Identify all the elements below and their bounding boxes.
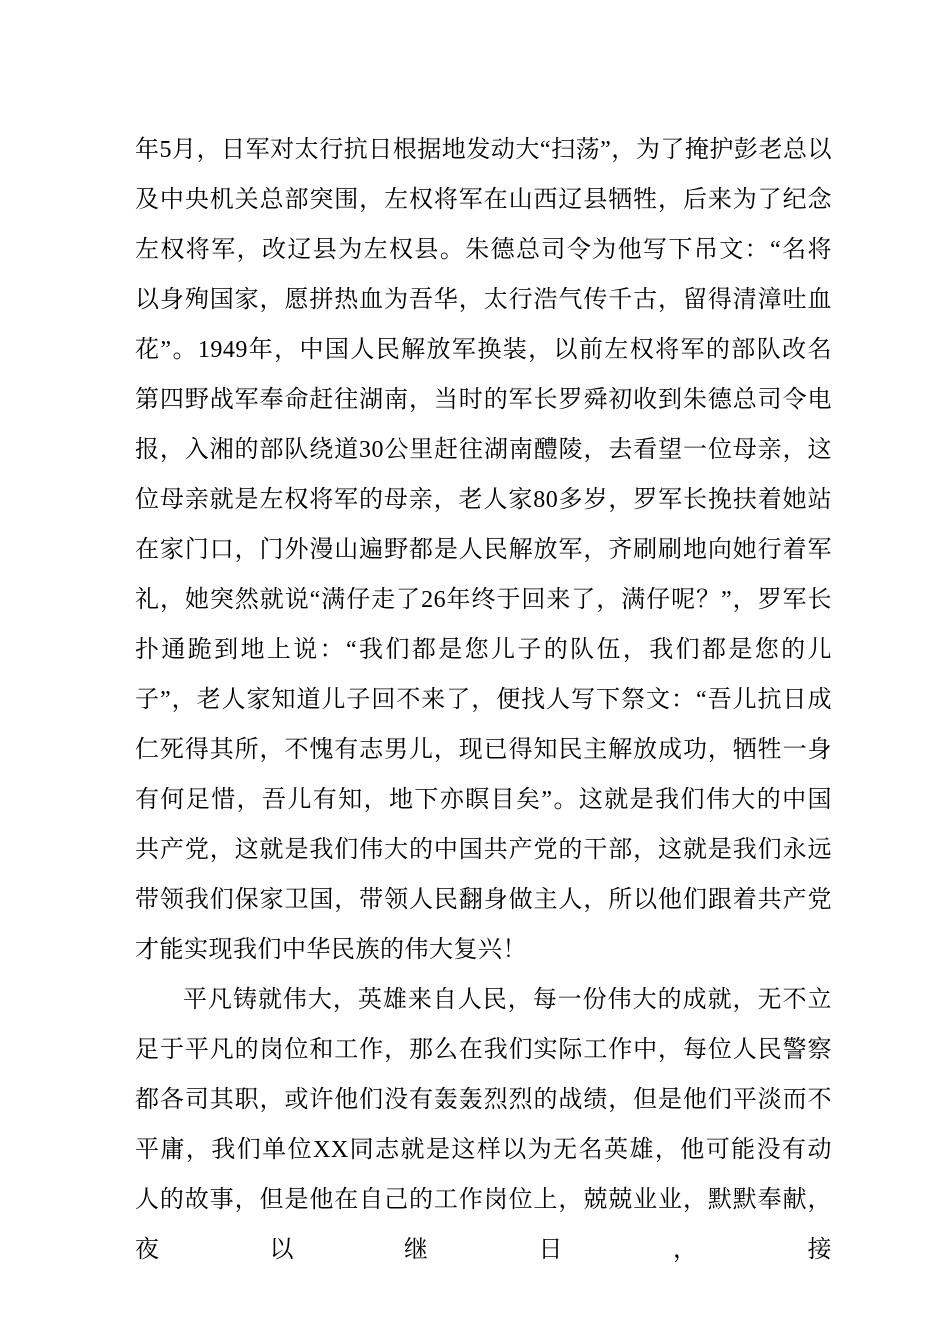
document-body <box>135 125 832 1275</box>
paragraph-1: 年5月，日军对太行抗日根据地发动大“扫荡”，为了掩护彭老总以及中央机关总部突围，左权将军在山西辽县牺牲，后来为了纪念左权将军，改辽县为左权县。朱德总司令为他写下吊文：“名将以身殉国家，愿拼热血为吾华，太行浩气传千古，留得清漳吐血花”。1949年，中国人民解放军换装，以前左权将军的部队改名第四野战军奉命赶往湖南，当时的军长罗舜初收到朱德总司令电报，入湘的部队绕道30公里赶往湖南醴陵，去看望一位母亲，这位母亲就是左权将军的母亲，老人家80多岁，罗军长挽扶着她站在家门口，门外漫山遍野都是人民解放军，齐刷刷地向她行着军礼，她突然就说“满仔走了26年终于回来了，满仔呢？”，罗军长扑通跪到地上说：“我们都是您儿子的队伍，我们都是您的儿子”，老人家知道儿子回不来了，便找人写下祭文：“吾儿抗日成仁死得其所，不愧有志男儿，现已得知民主解放成功，牺牲一身有何足惜，吾儿有知，地下亦瞑目矣”。这就是我们伟大的中国共产党，这就是我们伟大的中国共产党的干部，这就是我们永远带领我们保家卫国，带领人民翻身做主人，所以他们跟着共产党才能实现我们中华民族的伟大复兴！ <box>135 137 832 963</box>
paragraph-2: 平凡铸就伟大，英雄来自人民，每一份伟大的成就，无不立足于平凡的岗位和工作，那么在我们实际工作中，每位人民警察都各司其职，或许他们没有轰轰烈烈的战绩，但是他们平淡而不平庸，我们单位XX同志就是这样以为无名英雄，他可能没有动人的故事，但是他在自己的工作岗位上，兢兢业业，默默奉献，夜以继日，接 <box>135 987 832 1263</box>
